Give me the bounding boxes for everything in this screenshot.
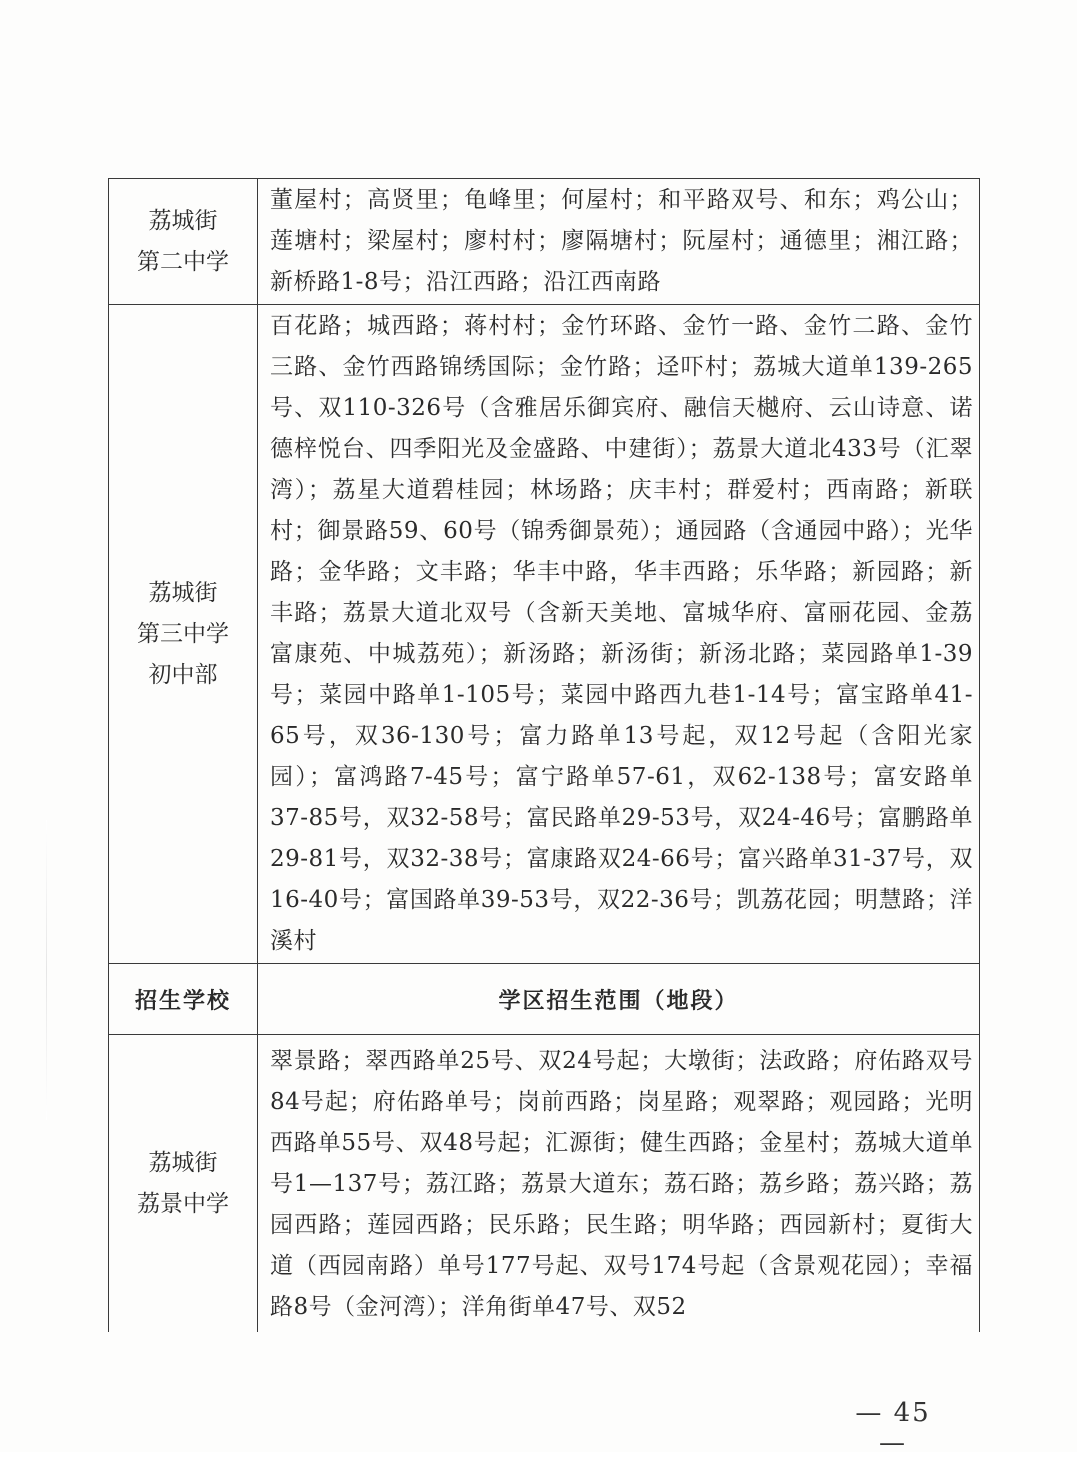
school-name-line: 荔城街 bbox=[148, 207, 218, 234]
header-school: 招生学校 bbox=[109, 964, 258, 1035]
school-name-cell bbox=[109, 179, 258, 305]
school-name-cell bbox=[109, 305, 258, 964]
scan-artifact bbox=[46, 820, 47, 1120]
table-row bbox=[109, 1035, 980, 1333]
table-header-row bbox=[109, 964, 980, 1035]
table-row bbox=[109, 179, 980, 305]
header-scope: 学区招生范围（地段） bbox=[258, 964, 980, 1035]
school-name-line: 荔城街 bbox=[148, 579, 218, 606]
district-scope-cell: 董屋村；高贤里；龟峰里；何屋村；和平路双号、和东；鸡公山；莲塘村；梁屋村；廖村村；廖隔塘村；阮屋村；通德里；湘江路；新桥路1-8号；沿江西路；沿江西南路 bbox=[258, 179, 980, 305]
page-number: — 45 — bbox=[855, 1398, 931, 1458]
school-name-cell bbox=[109, 1035, 258, 1333]
school-name-line: 第三中学 bbox=[137, 620, 229, 647]
school-name-line: 荔城街 bbox=[148, 1149, 218, 1176]
school-name-line: 第二中学 bbox=[137, 248, 229, 275]
school-name-line: 初中部 bbox=[148, 661, 218, 688]
district-scope-cell: 翠景路；翠西路单25号、双24号起；大墩街；法政路；府佑路双号84号起；府佑路单号；岗前西路；岗星路；观翠路；观园路；光明西路单55号、双48号起；汇源街；健生西路；金星村；荔城大道单号1—137号；荔江路；荔景大道东；荔石路；荔乡路；荔兴路；荔园西路；莲园西路；民乐路；民生路；明华路；西园新村；夏街大道（西园南路）单号177号起、双号174号起（含景观花园）；幸福路8号（金河湾）；洋角街单47号、双52 bbox=[258, 1035, 980, 1333]
school-name-line: 荔景中学 bbox=[137, 1190, 229, 1217]
table-row bbox=[109, 305, 980, 964]
district-scope-cell: 百花路；城西路；蒋村村；金竹环路、金竹一路、金竹二路、金竹三路、金竹西路锦绣国际；金竹路；迳吓村；荔城大道单139-265号、双110-326号（含雅居乐御宾府、融信天樾府、云山诗意、诺德梓悦台、四季阳光及金盛路、中建街）；荔景大道北433号（汇翠湾）；荔星大道碧桂园；林场路；庆丰村；群爱村；西南路；新联村；御景路59、60号（锦秀御景苑）；通园路（含通园中路）；光华路；金华路；文丰路；华丰中路，华丰西路；乐华路；新园路；新丰路；荔景大道北双号（含新天美地、富城华府、富丽花园、金荔富康苑、中城荔苑）；新汤路；新汤街；新汤北路；菜园路单1-39号；菜园中路单1-105号；菜园中路西九巷1-14号；富宝路单41-65号，双36-130号；富力路单13号起，双12号起（含阳光家园）；富鸿路7-45号；富宁路单57-61，双62-138号；富安路单37-85号，双32-58号；富民路单29-53号，双24-46号；富鹏路单29-81号，双32-38号；富康路双24-66号；富兴路单31-37号，双16-40号；富国路单39-53号，双22-36号；凯荔花园；明慧路；洋溪村 bbox=[258, 305, 980, 964]
school-district-table bbox=[108, 178, 980, 1332]
